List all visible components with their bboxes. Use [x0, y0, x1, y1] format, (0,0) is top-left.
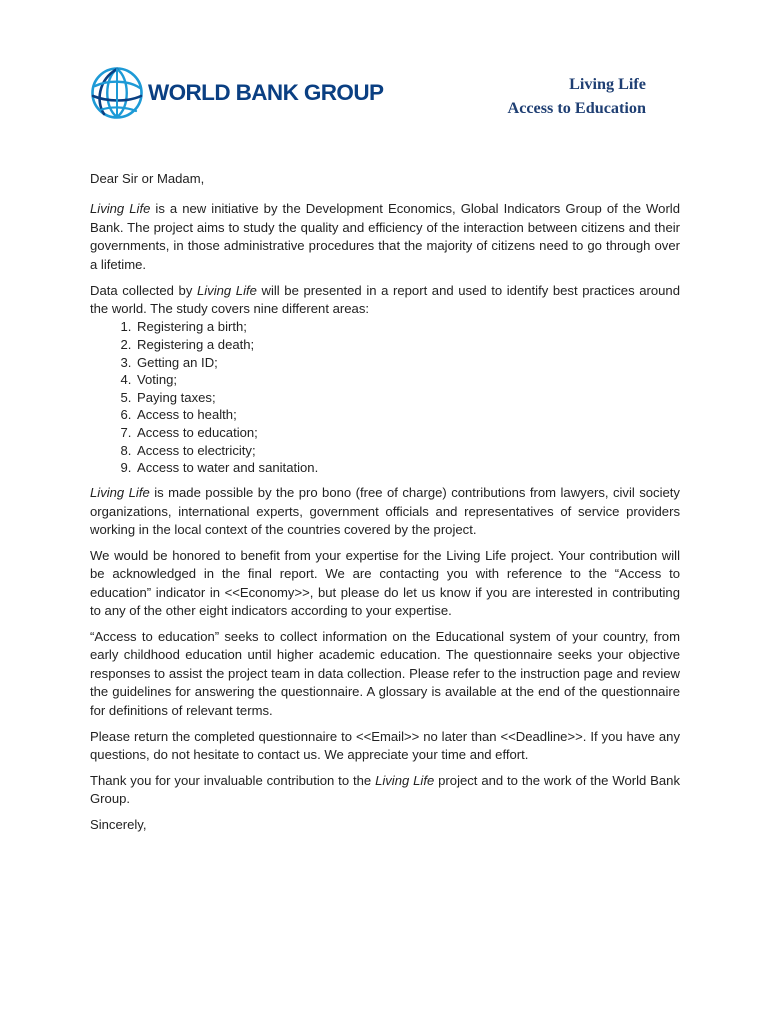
title-line-2: Access to Education — [507, 99, 646, 117]
globe-icon — [90, 66, 144, 120]
return-paragraph: Please return the completed questionnaire to <<Email>> no later than <<Deadline>>. If you have any questions, do not hesitate to contact us. We appreciate your time and effort. — [90, 728, 680, 762]
list-item: 9. Access to water and sanitation. — [135, 459, 680, 477]
logo-wordmark: WORLD BANK GROUP — [148, 80, 384, 105]
list-item: 5. Paying taxes; — [135, 389, 680, 407]
list-item: 7. Access to education; — [135, 424, 680, 442]
list-item: 1. Registering a birth; — [135, 318, 680, 336]
project-name: Living Life — [375, 772, 435, 788]
areas-intro-paragraph: Data collected by Living Life will be presented in a report and used to identify best practices around the world. The study covers nine different areas: — [90, 282, 680, 316]
project-name: Living Life — [90, 201, 151, 217]
list-item: 8. Access to electricity; — [135, 442, 680, 460]
list-item: 4. Voting; — [135, 371, 680, 389]
thanks-paragraph: Thank you for your invaluable contribution to the Living Life project and to the work of the World Bank Group. — [90, 772, 680, 807]
title-line-1: Living Life — [569, 75, 646, 93]
list-item: 3. Getting an ID; — [135, 354, 680, 372]
project-name: Living Life — [196, 282, 257, 298]
greeting: Dear Sir or Madam, — [90, 171, 205, 186]
world-bank-logo — [90, 66, 383, 120]
contributors-paragraph: Living Life is made possible by the pro bono (free of charge) contributions from lawyers, civil society organizations, international experts, government officials and representatives of service providers working in the local context of the countries covered by the project. — [90, 485, 680, 537]
areas-list — [90, 318, 680, 476]
list-item: 6. Access to health; — [135, 406, 680, 424]
closing: Sincerely, — [90, 817, 147, 833]
expertise-paragraph: We would be honored to benefit from your expertise for the Living Life project. Your contribution will be acknowledged in the final report. We are contacting you with reference to the “Access to education” indicator in <<Economy>>, but please do let us know if you are interested in contributing to any of the other eight indicators according to your expertise. — [90, 547, 680, 619]
intro-paragraph: Living Life is a new initiative by the Development Economics, Global Indicators Group of the World Bank. The project aims to study the quality and efficiency of the interaction between citizens and their governments, in those administrative procedures that the majority of citizens need to go through over a lifetime. — [90, 201, 680, 272]
document-title — [508, 72, 647, 120]
letter-body — [90, 170, 680, 842]
project-name: Living Life — [90, 485, 150, 501]
questionnaire-paragraph: “Access to education” seeks to collect information on the Educational system of your country, from early childhood education until higher academic education. The questionnaire seeks your objective responses to assist the project team in data collection. Please refer to the instruction page and review the guidelines for answering the questionnaire. A glossary is available at the end of the questionnaire for definitions of relevant terms. — [90, 629, 680, 718]
list-item: 2. Registering a death; — [135, 336, 680, 354]
